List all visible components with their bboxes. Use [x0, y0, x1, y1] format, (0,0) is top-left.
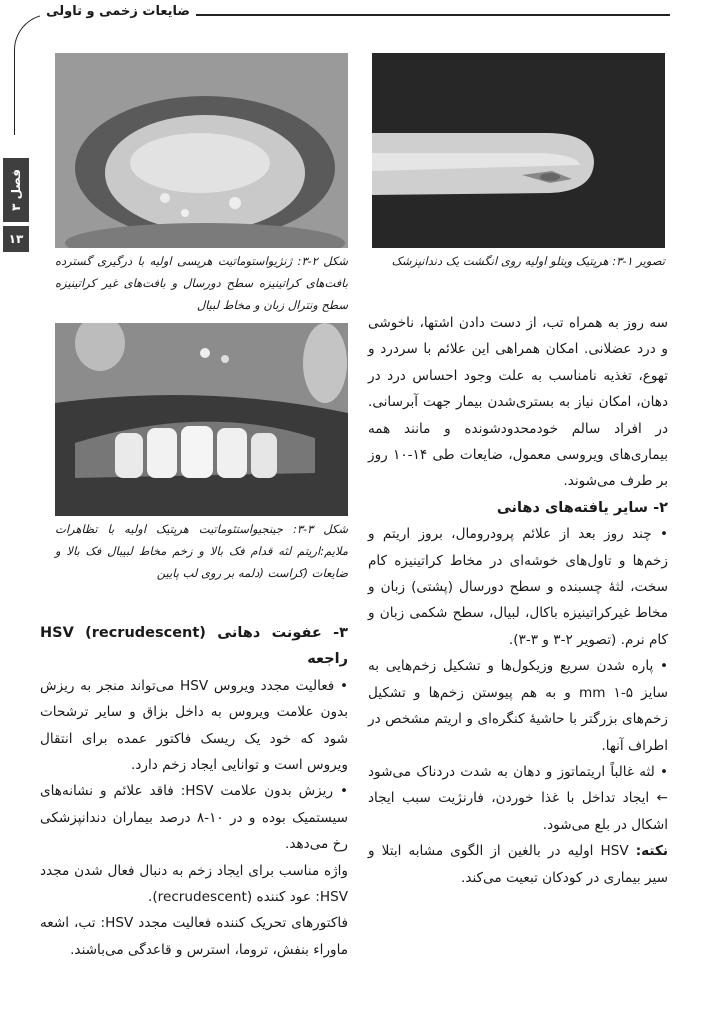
page-number: ۱۳	[3, 226, 29, 252]
left-column	[40, 620, 348, 963]
bullet-asymptomatic-shedding: • ریزش بدون علامت HSV: فاقد علائم و نشانه‌های سیستمیک بوده و در ۱۰-۸ درصد بیماران دندانپزشکی رخ می‌دهد.	[40, 783, 348, 853]
bullet-vesicles: • پاره شدن سریع وزیکول‌ها و تشکیل زخم‌هایی به سایز ۵-۱ mm و به هم پیوستن زخم‌ها و تشکیل زخم‌های بزرگتر با حاشیهٔ کنگره‌ای و اریتم مشخص در اطراف آنها.	[368, 658, 668, 754]
intro-paragraph: سه روز به همراه تب، از دست دادن اشتها، ناخوشی و درد عضلانی. امکان همراهی این علائم با سردرد و تهوع، تغذیه نامناسب به علت وجود احساس درد در دهان، امکان نیاز به بستری‌شدن بیمار جهت آبرسانی. در افراد سالم خودمحدودشونده و مانند همه بیماری‌های ویروسی معمول، ضایعات طی ۱۴-۱۰ روز بر طرف می‌شوند.	[368, 315, 668, 490]
figure-2-caption: شکل ۲-۳: ژنژیواستوماتیت هرپسی اولیه با درگیری گسترده بافت‌های کراتینیزه سطح دورسال و بافت‌های غیر کراتینیزه سطح ونترال زبان و مخاط لبیال	[55, 254, 348, 312]
section-3-heading: ۳- عفونت دهانی HSV (recrudescent) راجعه	[40, 625, 348, 668]
chapter-tab-label: فصل ۳	[9, 169, 23, 211]
triggers-paragraph: فاکتورهای تحریک کننده فعالیت مجدد HSV: تب، اشعه ماوراء بنفش، تروما، استرس و قاعدگی می‌باشند.	[40, 915, 348, 958]
right-column	[368, 310, 668, 891]
figure-2-photo	[55, 53, 348, 248]
bullet-gingiva: • لثه غالباً اریتماتوز و دهان به شدت دردناک می‌شود ← ایجاد تداخل با غذا خوردن، فارنژیت سبب ایجاد اشکال در بلع می‌شود.	[368, 763, 668, 833]
figure-3-caption: شکل ۳-۳: جینجیواستئوماتیت هرپتیک اولیه با تظاهرات ملایم:اریتم لثه قدام فک بالا و زخم مخاط لبیبال فک بالا و ضایعات (کراست (دلمه بر روی لب پایین	[55, 522, 348, 580]
figure-3-photo	[55, 323, 348, 516]
note-text: HSV اولیه در بالغین از الگوی مشابه ابتلا و سیر بیماری در کودکان تبعیت می‌کند.	[368, 843, 668, 886]
figure-1-photo	[372, 53, 665, 248]
figure-1-caption: تصویر ۱-۳: هرپتیک ویتلو اولیه روی انگشت یک دندانپزشک	[391, 254, 665, 268]
bullet-prodromal: • چند روز بعد از علائم پرودرومال، بروز اریتم و زخم‌ها و تاول‌های خوشه‌ای در مخاط کراتینیزه کام سخت، لثهٔ چسبنده و سطح دورسال (پشتی) زبان و مخاط غیرکراتینیزه باکال، لبیال، سطح شکمی زبان و کام نرم. (تصویر ۲-۳ و ۳-۳).	[368, 526, 668, 648]
header-corner-curve	[14, 14, 55, 135]
section-2-heading: ۲- سایر یافته‌های دهانی	[496, 499, 668, 516]
note-label: نکته:	[635, 843, 668, 860]
running-title: ضایعات زخمی و تاولی	[40, 4, 196, 19]
bullet-reactivation: • فعالیت مجدد ویروس HSV می‌تواند منجر به ریزش بدون علامت ویروس به داخل بزاق و سایر ترشحات شود که خود یک ریسک فاکتور عمده برای انتقال ویروس است و توانایی ایجاد زخم دارد.	[40, 677, 348, 774]
note-paragraph	[368, 838, 668, 891]
recrudescent-paragraph: واژه مناسب برای ایجاد زخم به دنبال فعال شدن مجدد HSV: عود کننده (recrudescent).	[40, 862, 348, 906]
chapter-tab	[3, 158, 29, 222]
